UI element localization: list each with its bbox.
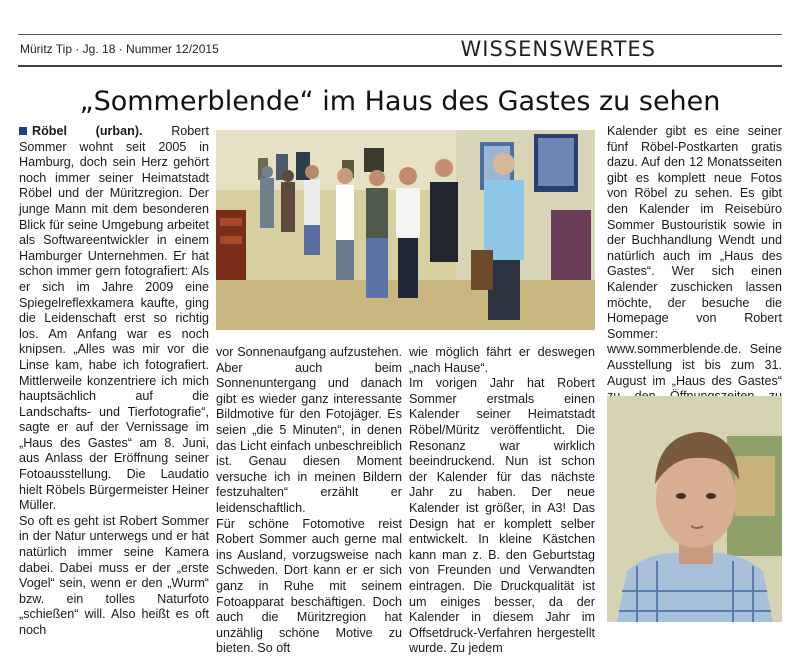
paragraph: So oft es geht ist Robert Sommer in der Natur unterwegs und er hat natürlich immer seine Kamera dabei. Dabei muss er der „erste Vogel“ sein, wenn er den „Wurm“ bzw. ein tolles Naturfoto „schießen“ will. Also heißt es oft noch xyxy=(19,513,209,637)
paragraph xyxy=(19,124,209,514)
paragraph: vor Sonnenaufgang aufzustehen. Aber auch beim Sonnenuntergang und danach gibt es wieder ganz interessante Bildmotive für den Fotojäger. Es seien „die 5 Minuten“, in denen das Licht einfach unbeschreiblich ist. Genau diesen Moment versuche ich in meinen Bildern festzuhalten“ erzählt er leidenschaftlich. xyxy=(216,345,402,515)
lead-square-icon xyxy=(19,127,27,135)
masthead: Müritz Tip · Jg. 18 · Nummer 12/2015 xyxy=(20,42,219,56)
section-title: WISSENSWERTES xyxy=(460,37,656,61)
paragraph: Im vorigen Jahr hat Robert Sommer erstmals einen Kalender seiner Heimatstadt Röbel/Müritz veröffentlicht. Die Resonanz war wirklich beeindruckend. Nun ist schon der Kalender für das nächste Jahr zu haben. Der neue Kalender ist größer, in A3! Das Design hat er komplett selber entwickelt. In kleine Kästchen kann man z. B. den Geburtstag von Freunden und Verwandten eintragen. Die Druckqualität ist um einiges besser, da der Kalender in diesem Jahr im Offsetdruck-Verfahren hergestellt wurde. Zu jedem xyxy=(409,376,595,656)
article-column-4 xyxy=(607,124,782,420)
paragraph: wie möglich fährt er deswegen „nach Hause“. xyxy=(409,345,595,375)
exhibition-photo xyxy=(216,130,595,330)
paragraph: Kalender gibt es eine seiner fünf Röbel-Postkarten gratis dazu. Auf den 12 Monatsseiten gibt es komplett neue Fotos von Röbel zu sehen. Es gibt den Kalender im Reisebüro Sommer Bustouristik sowie in der Buchhandlung Wendt und natürlich auch im „Haus des Gastes“. Wer sich einen Kalender zuschicken lassen möchte, der besuche die Homepage von Robert Sommer: www.sommerblende.de. Seine Ausstellung ist bis zum 31. August im „Haus des Gastes“ xyxy=(607,124,782,388)
paragraph-text: Robert Sommer wohnt seit 2005 in Hamburg, doch sein Herz gehört noch immer seiner Heimatstadt Röbel und der Müritzregion. Der junge Mann mit dem besonderen Blick für seine Umgebung arbeitet als Softwareentwickler in einem Hamburger Unternehmen. Er hat schon immer gern fotografiert: Als er sich im Jahre 2009 eine Spiegelreflexkamera kaufte, ging die Leidenschaft erst so richtig los. Am Anfang war es noch knipsen. „Alles was mir vor die Linse kam, habe ich fotografiert. Mittlerweile konzentriere ich mich hauptsächlich auf die Landschafts- und Tierfotografie“, sagte er auf der Vernissage im „Haus des Gastes“ am 8. Juni, aus Anlass der Eröffnung seiner Fotoausstellung. Die Laudatio hielt Röbels Bürgermeister Heiner Müller. xyxy=(19,124,209,513)
article-headline: „Sommerblende“ im Haus des Gastes zu sehen xyxy=(79,86,721,117)
article-column-1 xyxy=(19,124,209,639)
portrait-photo xyxy=(607,396,782,622)
article-column-2 xyxy=(216,345,402,657)
page-header xyxy=(18,34,782,67)
paragraph: Für schöne Fotomotive reist Robert Sommer auch gerne mal ins Ausland, vorzugsweise nach Schweden. Dort kann er er sich ganz in Ruhe mit seinem Fotoapparat beschäftigen. Doch auch die Müritzregion hat unzählig schöne Motive zu bieten. So oft xyxy=(216,516,402,656)
lead-dateline: Röbel (urban). xyxy=(32,124,143,138)
article-column-3 xyxy=(409,345,595,657)
